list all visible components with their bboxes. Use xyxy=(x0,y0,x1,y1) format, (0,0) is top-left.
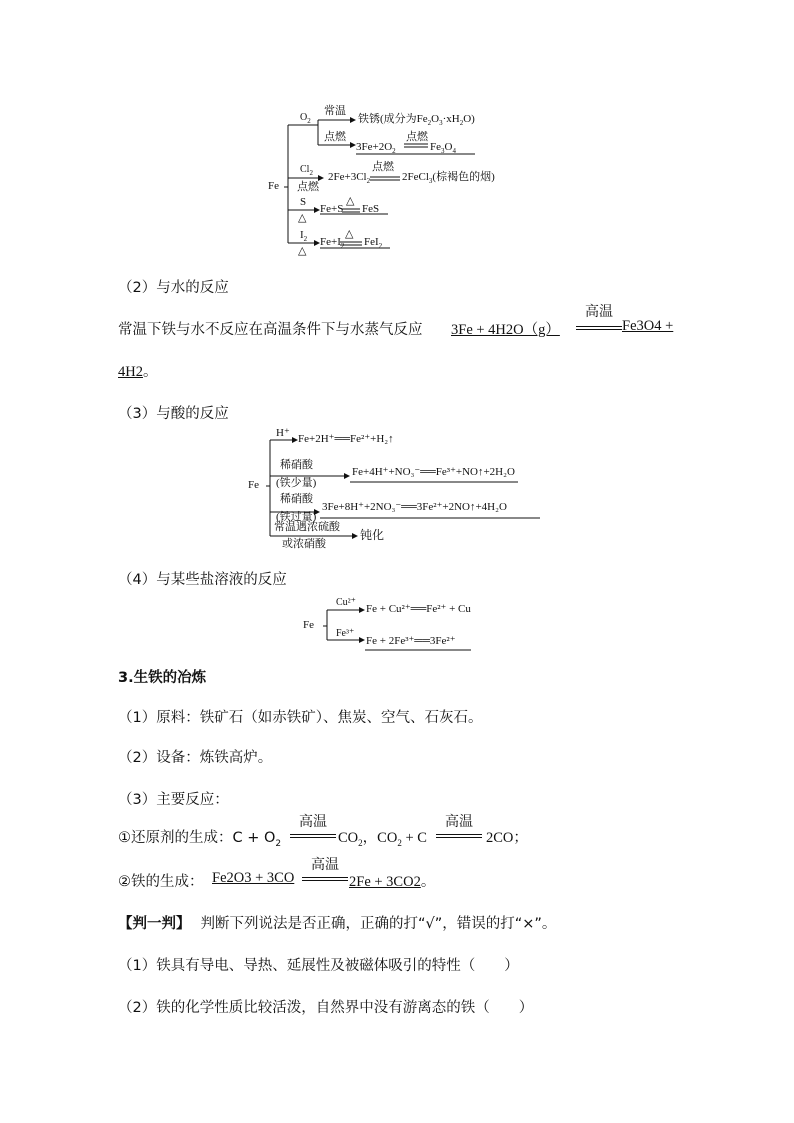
diagram1-fe: Fe xyxy=(268,180,279,192)
r1-right: $CO_2$，$CO_2 + C$ xyxy=(338,830,427,848)
p1: （1）原料：铁矿石（如赤铁矿）、焦炭、空气、石灰石。 xyxy=(118,710,483,726)
r1-cond: 高温 xyxy=(299,814,327,830)
a1-eq: Fe+2H⁺══Fe²⁺+H₂↑ xyxy=(298,433,394,445)
cl2-cond: 点燃 xyxy=(297,181,319,193)
s-cond: △ xyxy=(298,212,307,224)
a2-cond-bot: (铁少量) xyxy=(276,477,317,489)
question-2: （2）铁的化学性质比较活泼，自然界中没有游离态的铁（ ） xyxy=(118,1000,534,1016)
diagram3-fe: Fe xyxy=(303,619,314,631)
s-eq-cond: △ xyxy=(346,195,355,207)
r1-cond: 常温 xyxy=(324,105,346,117)
r1-label: ①还原剂的生成：$C + O_2$ xyxy=(118,830,282,849)
s2-eq-right: Fe3O4 + xyxy=(622,318,674,334)
i2-cond: △ xyxy=(298,245,307,257)
s2-eq-bar xyxy=(576,326,622,327)
cl2-label: $Cl_2$ xyxy=(300,164,313,177)
a2-cond-top: 稀硝酸 xyxy=(280,459,313,471)
r2-eq-left: $3Fe+2O_2$ xyxy=(356,141,396,156)
a3-cond-bot: (铁过量) xyxy=(276,511,317,523)
r2-cond: 点燃 xyxy=(324,131,346,143)
cl2-eq-cond: 点燃 xyxy=(372,161,394,173)
p3: （3）主要反应： xyxy=(118,792,229,808)
judge: 【判一判】 判断下列说法是否正确，正确的打“√”，错误的打“×”。 xyxy=(118,916,557,932)
a4-cond-bot: 或浓硝酸 xyxy=(282,538,326,550)
s2-eq-bar2 xyxy=(576,329,622,330)
p2: （2）设备：炼铁高炉。 xyxy=(118,750,273,766)
r1-cond2: 高温 xyxy=(445,814,473,830)
a2-eq: Fe+4H⁺+NO₃⁻══Fe³⁺+NO↑+2H₂O xyxy=(352,466,515,478)
r1-bar1 xyxy=(290,834,336,835)
s2-heading: （2）与水的反应 xyxy=(118,280,229,296)
b2-cond: Fe³⁺ xyxy=(336,628,355,639)
r2-label: ②铁的生成： xyxy=(118,874,204,890)
b1-cond: Cu²⁺ xyxy=(336,597,356,608)
sec3-heading: 3.生铁的冶炼 xyxy=(118,670,207,686)
i2-eq-right: FeI$_2$ xyxy=(364,236,383,251)
i2-eq-left: $Fe+I_2$ xyxy=(320,236,345,251)
r1-bar3 xyxy=(436,834,482,835)
s-label: S xyxy=(300,196,307,208)
question-1: （1）铁具有导电、导热、延展性及被磁体吸引的特性（ ） xyxy=(118,958,519,974)
o2-label: $O_2$ xyxy=(300,112,311,125)
r2-bar2 xyxy=(302,880,348,881)
s-eq-left: Fe+S xyxy=(320,203,344,215)
fe-acid-diagram xyxy=(248,428,548,548)
diagram2-fe: Fe xyxy=(248,479,259,491)
r1-bar2 xyxy=(290,837,336,838)
cl2-eq-left: $2Fe+3Cl_2$ xyxy=(328,171,371,186)
b1-eq: Fe + Cu²⁺══Fe²⁺ + Cu xyxy=(366,603,471,615)
a4-cond-top: 常温遇浓硫酸 xyxy=(274,521,340,533)
r1-product: 铁锈(成分为$Fe_2O_3\cdot xH_2O$) xyxy=(358,113,475,128)
r2-left: Fe2O3 + 3CO xyxy=(212,870,295,886)
i2-eq-cond: △ xyxy=(345,228,354,240)
s-eq-right: FeS xyxy=(362,203,380,215)
s2-eq-line2: 4H2。 xyxy=(118,364,158,380)
a1-cond: H⁺ xyxy=(276,427,290,439)
fe-nonmetal-diagram xyxy=(270,100,530,260)
r1-right2: 2CO； xyxy=(486,830,528,846)
r2-eq-right: $Fe_3O_4$ xyxy=(430,141,456,156)
r1-bar4 xyxy=(436,837,482,838)
i2-label: $I_2$ xyxy=(300,229,308,244)
s2-eq-left: 3Fe + 4H2O（g） xyxy=(451,322,560,338)
a3-cond-top: 稀硝酸 xyxy=(280,493,313,505)
b2-eq: Fe + 2Fe³⁺══3Fe²⁺ xyxy=(366,635,456,647)
s2-eq-cond: 高温 xyxy=(585,304,613,320)
r2-eq-cond: 点燃 xyxy=(406,131,428,143)
s3-heading: （3）与酸的反应 xyxy=(118,406,229,422)
r2-cond: 高温 xyxy=(311,857,339,873)
a3-eq: 3Fe+8H⁺+2NO₃⁻══3Fe²⁺+2NO↑+4H₂O xyxy=(322,501,507,513)
s4-heading: （4）与某些盐溶液的反应 xyxy=(118,572,287,588)
r2-right: 2Fe + 3CO2。 xyxy=(349,874,436,890)
fe-salt-diagram xyxy=(303,598,503,654)
cl2-eq-right: 2FeCl$_3$(棕褐色的烟) xyxy=(402,171,495,186)
r2-bar1 xyxy=(302,877,348,878)
a4-result: 钝化 xyxy=(360,528,385,542)
s2-text: 常温下铁与水不反应在高温条件下与水蒸气反应 xyxy=(118,322,423,338)
